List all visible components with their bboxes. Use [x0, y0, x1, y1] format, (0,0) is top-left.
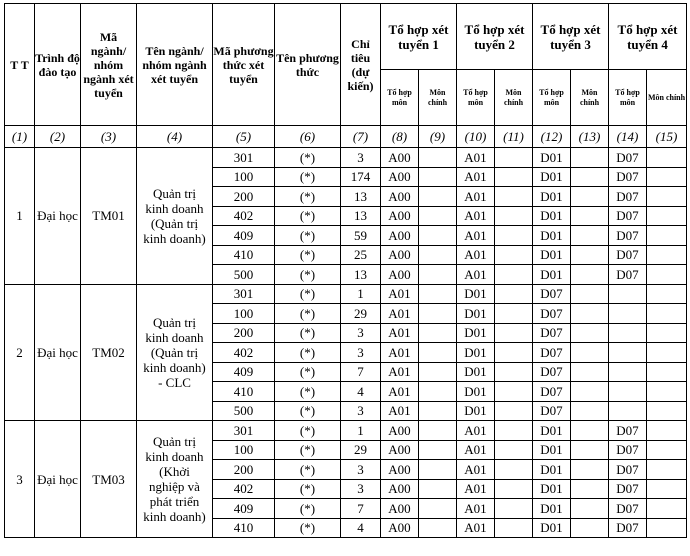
header-tt: T T	[5, 4, 35, 126]
main-subject-cell	[495, 265, 533, 285]
combo3-cell: D07	[533, 323, 571, 343]
main-subject-cell	[419, 362, 457, 382]
header-method-name: Tên phương thức	[275, 4, 341, 126]
combo3-cell: D07	[533, 401, 571, 421]
group-major-name: Quản trị kinh doanh (Quản trị kinh doanh) - CLC	[137, 284, 213, 421]
header-level: Trình độ đào tạo	[35, 4, 81, 126]
main-subject-cell	[419, 343, 457, 363]
main-subject-cell	[495, 401, 533, 421]
header-quota: Chỉ tiêu (dự kiến)	[341, 4, 381, 126]
combo1-cell: A01	[381, 323, 419, 343]
combo4-cell: D07	[609, 187, 647, 207]
quota-cell: 1	[341, 421, 381, 441]
header-combo-1: Tổ hợp xét tuyển 1	[381, 4, 457, 70]
main-subject-cell	[647, 382, 687, 402]
group-major-name: Quản trị kinh doanh (Quản trị kinh doanh)	[137, 148, 213, 285]
combo1-cell: A01	[381, 382, 419, 402]
combo2-cell: A01	[457, 479, 495, 499]
header-combo-4: Tổ hợp xét tuyển 4	[609, 4, 687, 70]
header-combo-3: Tổ hợp xét tuyển 3	[533, 4, 609, 70]
column-number: (4)	[137, 126, 213, 148]
main-subject-cell	[647, 284, 687, 304]
method-name-cell: (*)	[275, 323, 341, 343]
method-code-cell: 100	[213, 304, 275, 324]
method-name-cell: (*)	[275, 421, 341, 441]
combo2-cell: D01	[457, 401, 495, 421]
group-tt: 2	[5, 284, 35, 421]
sub-main-subject: Môn chính	[495, 70, 533, 126]
combo2-cell: A01	[457, 440, 495, 460]
main-subject-cell	[419, 206, 457, 226]
combo4-cell: D07	[609, 479, 647, 499]
quota-cell: 13	[341, 206, 381, 226]
main-subject-cell	[571, 499, 609, 519]
quota-cell: 29	[341, 304, 381, 324]
method-name-cell: (*)	[275, 245, 341, 265]
main-subject-cell	[571, 401, 609, 421]
method-code-cell: 301	[213, 284, 275, 304]
quota-cell: 174	[341, 167, 381, 187]
sub-combo-subjects: Tổ hợp môn	[381, 70, 419, 126]
main-subject-cell	[647, 167, 687, 187]
combo4-cell: D07	[609, 148, 647, 168]
combo1-cell: A00	[381, 518, 419, 538]
combo3-cell: D01	[533, 421, 571, 441]
combo4-cell	[609, 401, 647, 421]
method-code-cell: 200	[213, 323, 275, 343]
method-code-cell: 301	[213, 148, 275, 168]
combo3-cell: D01	[533, 479, 571, 499]
combo4-cell: D07	[609, 167, 647, 187]
combo1-cell: A01	[381, 304, 419, 324]
main-subject-cell	[419, 148, 457, 168]
combo2-cell: A01	[457, 187, 495, 207]
main-subject-cell	[647, 362, 687, 382]
main-subject-cell	[571, 245, 609, 265]
main-subject-cell	[571, 421, 609, 441]
main-subject-cell	[419, 284, 457, 304]
combo2-cell: A01	[457, 167, 495, 187]
quota-cell: 3	[341, 323, 381, 343]
main-subject-cell	[647, 187, 687, 207]
combo2-cell: A01	[457, 518, 495, 538]
main-subject-cell	[419, 382, 457, 402]
method-name-cell: (*)	[275, 479, 341, 499]
combo4-cell	[609, 343, 647, 363]
combo3-cell: D01	[533, 148, 571, 168]
method-code-cell: 409	[213, 226, 275, 246]
quota-cell: 25	[341, 245, 381, 265]
combo1-cell: A00	[381, 499, 419, 519]
method-code-cell: 409	[213, 362, 275, 382]
combo2-cell: A01	[457, 226, 495, 246]
main-subject-cell	[647, 518, 687, 538]
column-number: (11)	[495, 126, 533, 148]
combo3-cell: D07	[533, 362, 571, 382]
combo4-cell: D07	[609, 460, 647, 480]
quota-cell: 4	[341, 382, 381, 402]
combo2-cell: A01	[457, 206, 495, 226]
column-number: (3)	[81, 126, 137, 148]
main-subject-cell	[647, 401, 687, 421]
column-number: (15)	[647, 126, 687, 148]
combo3-cell: D01	[533, 265, 571, 285]
method-code-cell: 200	[213, 460, 275, 480]
main-subject-cell	[647, 245, 687, 265]
main-subject-cell	[571, 479, 609, 499]
method-code-cell: 402	[213, 479, 275, 499]
combo1-cell: A00	[381, 265, 419, 285]
column-number: (9)	[419, 126, 457, 148]
header-method-code: Mã phương thức xét tuyển	[213, 4, 275, 126]
group-level: Đại học	[35, 284, 81, 421]
table-row	[5, 148, 687, 168]
group-level: Đại học	[35, 421, 81, 538]
group-level: Đại học	[35, 148, 81, 285]
main-subject-cell	[571, 460, 609, 480]
main-subject-cell	[647, 206, 687, 226]
combo2-cell: A01	[457, 460, 495, 480]
method-name-cell: (*)	[275, 187, 341, 207]
combo3-cell: D01	[533, 226, 571, 246]
method-name-cell: (*)	[275, 167, 341, 187]
main-subject-cell	[571, 226, 609, 246]
main-subject-cell	[647, 265, 687, 285]
combo3-cell: D01	[533, 167, 571, 187]
method-code-cell: 410	[213, 245, 275, 265]
table-row	[5, 421, 687, 441]
sub-main-subject: Môn chính	[647, 70, 687, 126]
main-subject-cell	[495, 206, 533, 226]
method-name-cell: (*)	[275, 460, 341, 480]
main-subject-cell	[571, 304, 609, 324]
combo2-cell: D01	[457, 323, 495, 343]
method-code-cell: 100	[213, 167, 275, 187]
main-subject-cell	[419, 479, 457, 499]
combo1-cell: A00	[381, 479, 419, 499]
main-subject-cell	[495, 187, 533, 207]
group-major-name: Quản trị kinh doanh (Khởi nghiệp và phát triển kinh doanh)	[137, 421, 213, 538]
main-subject-cell	[495, 245, 533, 265]
method-name-cell: (*)	[275, 343, 341, 363]
table-row	[5, 284, 687, 304]
main-subject-cell	[495, 226, 533, 246]
sub-main-subject: Môn chính	[419, 70, 457, 126]
main-subject-cell	[571, 440, 609, 460]
combo3-cell: D01	[533, 187, 571, 207]
column-number: (6)	[275, 126, 341, 148]
method-code-cell: 200	[213, 187, 275, 207]
quota-cell: 7	[341, 499, 381, 519]
main-subject-cell	[647, 421, 687, 441]
main-subject-cell	[495, 167, 533, 187]
method-code-cell: 402	[213, 343, 275, 363]
quota-cell: 13	[341, 265, 381, 285]
main-subject-cell	[419, 518, 457, 538]
main-subject-cell	[571, 167, 609, 187]
group-major-code: TM01	[81, 148, 137, 285]
main-subject-cell	[647, 148, 687, 168]
combo1-cell: A01	[381, 284, 419, 304]
main-subject-cell	[571, 206, 609, 226]
method-name-cell: (*)	[275, 401, 341, 421]
main-subject-cell	[647, 499, 687, 519]
main-subject-cell	[495, 343, 533, 363]
sub-combo-subjects: Tổ hợp môn	[609, 70, 647, 126]
method-code-cell: 402	[213, 206, 275, 226]
combo4-cell: D07	[609, 499, 647, 519]
main-subject-cell	[647, 226, 687, 246]
combo3-cell: D01	[533, 245, 571, 265]
combo3-cell: D01	[533, 460, 571, 480]
main-subject-cell	[495, 460, 533, 480]
main-subject-cell	[571, 187, 609, 207]
combo4-cell: D07	[609, 421, 647, 441]
method-name-cell: (*)	[275, 304, 341, 324]
method-name-cell: (*)	[275, 148, 341, 168]
combo2-cell: A01	[457, 499, 495, 519]
main-subject-cell	[571, 265, 609, 285]
combo4-cell: D07	[609, 226, 647, 246]
combo4-cell: D07	[609, 440, 647, 460]
combo2-cell: D01	[457, 304, 495, 324]
method-name-cell: (*)	[275, 440, 341, 460]
main-subject-cell	[571, 518, 609, 538]
combo1-cell: A01	[381, 343, 419, 363]
combo1-cell: A01	[381, 401, 419, 421]
main-subject-cell	[495, 518, 533, 538]
combo1-cell: A00	[381, 460, 419, 480]
column-number: (14)	[609, 126, 647, 148]
column-number: (10)	[457, 126, 495, 148]
combo1-cell: A00	[381, 245, 419, 265]
sub-main-subject: Môn chính	[571, 70, 609, 126]
main-subject-cell	[571, 362, 609, 382]
combo3-cell: D01	[533, 518, 571, 538]
main-subject-cell	[571, 323, 609, 343]
sub-combo-subjects: Tổ hợp môn	[457, 70, 495, 126]
group-tt: 1	[5, 148, 35, 285]
main-subject-cell	[495, 284, 533, 304]
combo2-cell: D01	[457, 362, 495, 382]
main-subject-cell	[419, 401, 457, 421]
method-code-cell: 500	[213, 401, 275, 421]
combo3-cell: D01	[533, 206, 571, 226]
combo1-cell: A01	[381, 362, 419, 382]
combo4-cell: D07	[609, 245, 647, 265]
quota-cell: 13	[341, 187, 381, 207]
main-subject-cell	[419, 460, 457, 480]
method-name-cell: (*)	[275, 499, 341, 519]
main-subject-cell	[495, 421, 533, 441]
method-code-cell: 100	[213, 440, 275, 460]
group-tt: 3	[5, 421, 35, 538]
main-subject-cell	[419, 245, 457, 265]
method-code-cell: 301	[213, 421, 275, 441]
method-name-cell: (*)	[275, 284, 341, 304]
combo3-cell: D01	[533, 440, 571, 460]
main-subject-cell	[495, 362, 533, 382]
main-subject-cell	[647, 323, 687, 343]
quota-cell: 3	[341, 401, 381, 421]
column-number: (12)	[533, 126, 571, 148]
method-name-cell: (*)	[275, 265, 341, 285]
combo1-cell: A00	[381, 226, 419, 246]
method-code-cell: 409	[213, 499, 275, 519]
main-subject-cell	[495, 479, 533, 499]
combo1-cell: A00	[381, 421, 419, 441]
column-number: (7)	[341, 126, 381, 148]
combo3-cell: D01	[533, 499, 571, 519]
main-subject-cell	[495, 382, 533, 402]
combo3-cell: D07	[533, 382, 571, 402]
method-code-cell: 410	[213, 518, 275, 538]
combo1-cell: A00	[381, 187, 419, 207]
combo1-cell: A00	[381, 167, 419, 187]
main-subject-cell	[419, 421, 457, 441]
quota-cell: 4	[341, 518, 381, 538]
main-subject-cell	[495, 148, 533, 168]
main-subject-cell	[571, 148, 609, 168]
main-subject-cell	[419, 265, 457, 285]
column-number: (5)	[213, 126, 275, 148]
main-subject-cell	[571, 343, 609, 363]
group-major-code: TM02	[81, 284, 137, 421]
main-subject-cell	[419, 499, 457, 519]
header-major-code: Mã ngành/ nhóm ngành xét tuyển	[81, 4, 137, 126]
quota-cell: 29	[341, 440, 381, 460]
header-major-name: Tên ngành/ nhóm ngành xét tuyển	[137, 4, 213, 126]
method-code-cell: 410	[213, 382, 275, 402]
combo4-cell	[609, 382, 647, 402]
main-subject-cell	[419, 226, 457, 246]
main-subject-cell	[495, 499, 533, 519]
combo4-cell: D07	[609, 206, 647, 226]
quota-cell: 3	[341, 343, 381, 363]
combo2-cell: A01	[457, 245, 495, 265]
column-number-row	[5, 126, 687, 148]
combo1-cell: A00	[381, 440, 419, 460]
combo2-cell: A01	[457, 148, 495, 168]
combo3-cell: D07	[533, 304, 571, 324]
quota-cell: 3	[341, 479, 381, 499]
column-number: (2)	[35, 126, 81, 148]
method-name-cell: (*)	[275, 518, 341, 538]
combo1-cell: A00	[381, 148, 419, 168]
method-name-cell: (*)	[275, 206, 341, 226]
combo4-cell	[609, 362, 647, 382]
main-subject-cell	[495, 304, 533, 324]
combo4-cell: D07	[609, 518, 647, 538]
main-subject-cell	[647, 343, 687, 363]
column-number: (13)	[571, 126, 609, 148]
main-subject-cell	[419, 167, 457, 187]
combo1-cell: A00	[381, 206, 419, 226]
quota-cell: 59	[341, 226, 381, 246]
method-name-cell: (*)	[275, 382, 341, 402]
main-subject-cell	[571, 382, 609, 402]
method-name-cell: (*)	[275, 362, 341, 382]
combo3-cell: D07	[533, 284, 571, 304]
main-subject-cell	[419, 187, 457, 207]
sub-combo-subjects: Tổ hợp môn	[533, 70, 571, 126]
combo4-cell	[609, 323, 647, 343]
main-subject-cell	[419, 440, 457, 460]
combo4-cell	[609, 304, 647, 324]
combo3-cell: D07	[533, 343, 571, 363]
main-subject-cell	[647, 304, 687, 324]
method-code-cell: 500	[213, 265, 275, 285]
admission-table	[4, 3, 687, 538]
main-subject-cell	[647, 440, 687, 460]
combo2-cell: D01	[457, 343, 495, 363]
combo2-cell: A01	[457, 265, 495, 285]
combo2-cell: D01	[457, 382, 495, 402]
quota-cell: 3	[341, 460, 381, 480]
main-subject-cell	[647, 479, 687, 499]
column-number: (1)	[5, 126, 35, 148]
combo2-cell: A01	[457, 421, 495, 441]
quota-cell: 1	[341, 284, 381, 304]
combo4-cell	[609, 284, 647, 304]
main-subject-cell	[647, 460, 687, 480]
combo4-cell: D07	[609, 265, 647, 285]
main-subject-cell	[495, 440, 533, 460]
method-name-cell: (*)	[275, 226, 341, 246]
column-number: (8)	[381, 126, 419, 148]
main-subject-cell	[419, 304, 457, 324]
quota-cell: 7	[341, 362, 381, 382]
group-major-code: TM03	[81, 421, 137, 538]
header-combo-2: Tổ hợp xét tuyển 2	[457, 4, 533, 70]
quota-cell: 3	[341, 148, 381, 168]
main-subject-cell	[419, 323, 457, 343]
combo2-cell: D01	[457, 284, 495, 304]
main-subject-cell	[495, 323, 533, 343]
main-subject-cell	[571, 284, 609, 304]
